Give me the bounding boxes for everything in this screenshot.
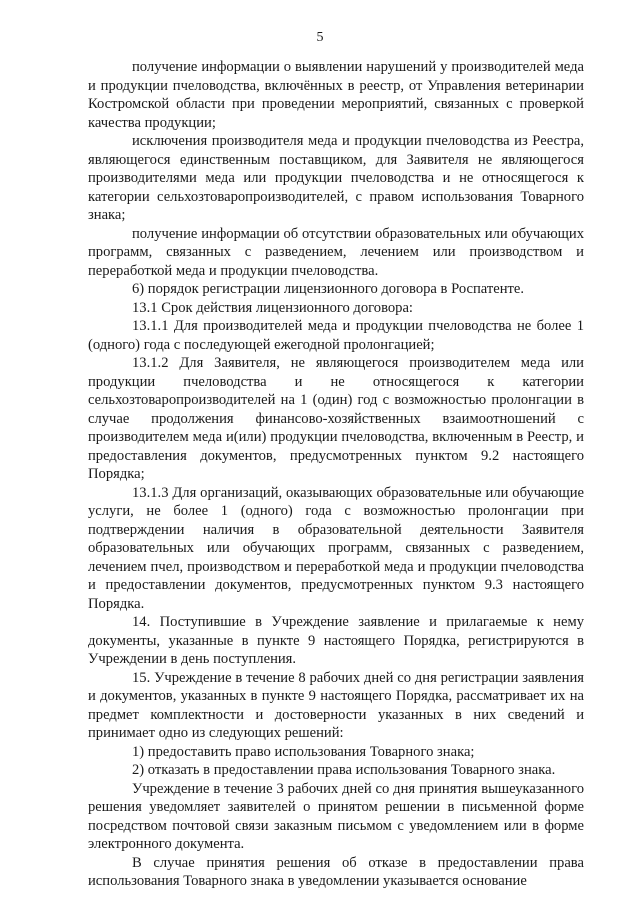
paragraph-13-1: 13.1 Срок действия лицензионного договора: <box>132 299 413 316</box>
paragraph-13-1-1: 13.1.1 Для производителей меда и продукции пчеловодства не более 1 (одного) года с последующей ежегодной пролонгацией; <box>88 318 584 353</box>
document-body <box>88 58 584 891</box>
paragraph-decision-grant: 1) предоставить право использования Товарного знака; <box>132 743 475 760</box>
paragraph-13-1-2: 13.1.2 Для Заявителя, не являющегося производителем меда или продукции пчеловодства и не относящегося к категории сельхозтоваропроизводителей на 1 (один) год с возможностью пролонгации в случае продолжения финансово-хозяйственных взаимоотношений с производителем меда и(или) продукции пчеловодства, включенным в Реестр, и предоставления документов, предусмотренных пунктом 9.2 настоящего Порядка; <box>88 355 584 482</box>
paragraph-no-programs: получение информации об отсутствии образовательных или обучающих программ, связанных с разведением, лечением или производством и переработкой меда и продукции пчеловодства. <box>88 225 584 279</box>
page-number: 5 <box>316 30 324 45</box>
paragraph-notification: Учреждение в течение 3 рабочих дней со дня принятия вышеуказанного решения уведомляет заявителей о принятом решении в письменной форме посредством почтовой связи заказным письмом с уведомлением или в форме электронного документа. <box>88 780 584 852</box>
paragraph-registry-exclusion: исключения производителя меда и продукции пчеловодства из Реестра, являющегося единственным поставщиком, для Заявителя не являющегося производителями меда или продукции пчеловодства и не относящегося к категории сельхозтоваропроизводителей, с правом использования Товарного знака; <box>88 133 584 223</box>
paragraph-13-1-3: 13.1.3 Для организаций, оказывающих образовательные или обучающие услуги, не более 1 (одного) года с возможностью пролонгации при подтверждении наличия в образовательной деятельности Заявителя образовательных или обучающих программ, связанных с разведением, лечением пчел, производством и переработкой меда и продукции пчеловодства и предоставлении документов, предусмотренных пунктом 9.3 настоящего Порядка. <box>88 484 584 612</box>
paragraph-violations-info: получение информации о выявлении нарушений у производителей меда и продукции пчеловодства, включённых в реестр, от Управления ветеринарии Костромской области при проведении мероприятий, связанных с проверкой качества продукции; <box>88 59 584 131</box>
paragraph-refusal-grounds: В случае принятия решения об отказе в предоставлении права использования Товарного знака в уведомлении указывается основание <box>88 854 584 889</box>
paragraph-decision-refuse: 2) отказать в предоставлении права использования Товарного знака. <box>132 762 556 778</box>
paragraph-rospatent-registration: 6) порядок регистрации лицензионного договора в Роспатенте. <box>132 281 525 297</box>
paragraph-14: 14. Поступившие в Учреждение заявление и прилагаемые к нему документы, указанные в пункте 9 настоящего Порядка, регистрируются в Учреждении в день поступления. <box>88 614 584 667</box>
paragraph-15: 15. Учреждение в течение 8 рабочих дней со дня регистрации заявления и документов, указанных в пункте 9 настоящего Порядка, рассматривает их на предмет комплектности и достоверности указанных в них сведений и принимает одно из следующих решений: <box>88 669 584 741</box>
